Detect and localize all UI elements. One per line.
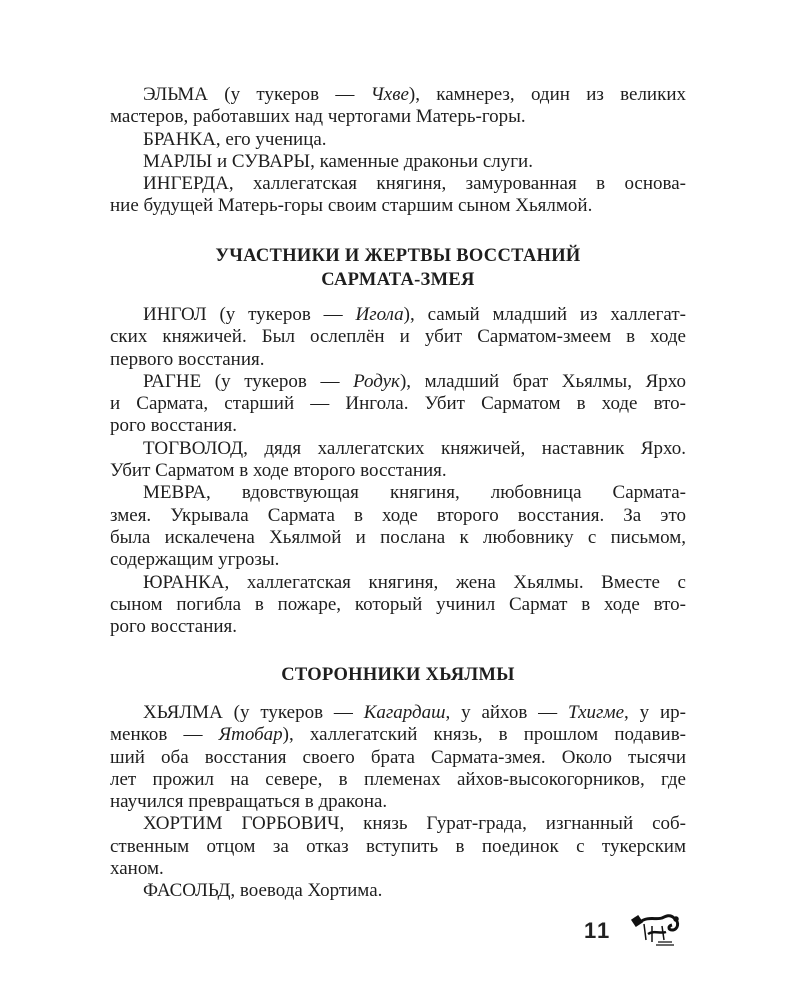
text-line xyxy=(110,438,686,460)
section-heading-supporters xyxy=(110,663,686,687)
heading-line: САРМАТА-ЗМЕЯ xyxy=(321,270,475,290)
text-span: ХОРТИМ ГОРБОВИЧ, князь Гурат-града, изгнанный соб- xyxy=(143,813,686,835)
paragraph xyxy=(110,151,686,173)
text-span: научился превращаться в дракона. xyxy=(110,791,388,813)
section-intro xyxy=(110,84,686,218)
italic-name: Ятобар xyxy=(218,724,283,746)
section-heading-uprisings xyxy=(110,244,686,292)
heading-line: СТОРОННИКИ ХЬЯЛМЫ xyxy=(281,665,515,685)
text-line xyxy=(110,415,686,437)
paragraph xyxy=(110,482,686,571)
text-span: мастеров, работавших над чертогами Матерь-горы. xyxy=(110,106,526,128)
italic-name: Чхве xyxy=(370,84,409,105)
paragraph xyxy=(110,173,686,218)
text-span: ИНГЕРДА, халлегатская княгиня, замурованная в основа- xyxy=(143,173,686,195)
text-line xyxy=(110,724,686,746)
section-uprisings xyxy=(110,304,686,638)
text-span: ханом. xyxy=(110,858,164,880)
text-span: МАРЛЫ и СУВАРЫ, каменные драконьи слуги. xyxy=(143,150,533,172)
text-span: , у айхов — xyxy=(445,702,568,723)
text-span: БРАНКА, его ученица. xyxy=(143,128,327,150)
text-line xyxy=(110,393,686,415)
text-span: ), халлегатский князь, в прошлом подавив- xyxy=(282,724,686,746)
text-span: рого восстания. xyxy=(110,415,238,437)
text-span: змея. Укрывала Сармата в ходе второго восстания. За это xyxy=(110,504,686,526)
text-span: сыном погибла в пожаре, который учинил Сармат в ходе вто- xyxy=(110,593,686,615)
text-line xyxy=(110,836,686,858)
text-line xyxy=(110,616,686,638)
text-span: была искалечена Хьялмой и послана к любовнику с письмом, xyxy=(110,526,686,548)
text-span: ), камнерез, один из великих xyxy=(408,84,686,105)
text-line xyxy=(110,505,686,527)
section-supporters xyxy=(110,702,686,903)
italic-name: Кагардаш xyxy=(363,702,446,723)
italic-name: Родук xyxy=(353,370,400,392)
paragraph xyxy=(110,880,686,902)
text-span: ЭЛЬМА (у тукеров — xyxy=(143,84,371,105)
text-line xyxy=(110,482,686,504)
text-line xyxy=(110,349,686,371)
text-span: ХЬЯЛМА (у тукеров — xyxy=(143,702,364,723)
text-line xyxy=(110,326,686,348)
paragraph xyxy=(110,813,686,880)
text-line xyxy=(110,747,686,769)
text-span: РАГНЕ (у тукеров — xyxy=(143,370,354,392)
paragraph xyxy=(110,129,686,151)
text-line xyxy=(110,129,686,151)
text-line xyxy=(110,702,686,724)
italic-name: Тхигме xyxy=(568,702,625,723)
text-line xyxy=(110,791,686,813)
text-line xyxy=(110,572,686,594)
text-span: ФАСОЛЬД, воевода Хортима. xyxy=(143,880,383,902)
text-span: ТОГВОЛОД, дядя халлегатских княжичей, наставник Ярхо. xyxy=(143,437,686,459)
text-line xyxy=(110,549,686,571)
page-number: 11 xyxy=(584,918,612,943)
text-span: менков — xyxy=(110,724,219,746)
heading-line: УЧАСТНИКИ И ЖЕРТВЫ ВОССТАНИЙ xyxy=(215,246,581,266)
text-span: ЮРАНКА, халлегатская княгиня, жена Хьялмы. Вместе с xyxy=(143,571,686,593)
paragraph xyxy=(110,304,686,371)
text-span: Убит Сарматом в ходе второго восстания. xyxy=(110,460,447,482)
text-span: ший оба восстания своего брата Сармата-змея. Около тысячи xyxy=(110,746,686,768)
text-span: рого восстания. xyxy=(110,616,238,638)
text-span: лет прожил на севере, в племенах айхов-высокогорников, где xyxy=(110,768,686,790)
text-span: ), самый младший из халлегат- xyxy=(403,304,686,325)
text-span: первого восстания. xyxy=(110,348,265,370)
text-line xyxy=(110,304,686,326)
paragraph xyxy=(110,438,686,483)
text-line xyxy=(110,858,686,880)
text-line xyxy=(110,195,686,217)
text-line xyxy=(110,173,686,195)
dragon-ornament-icon xyxy=(628,910,684,948)
text-span: и Сармата, старший — Ингола. Убит Сарматом в ходе вто- xyxy=(110,393,686,415)
text-line xyxy=(110,769,686,791)
text-span: ственным отцом за отказ вступить в поединок с тукерским xyxy=(110,835,686,857)
text-line xyxy=(110,371,686,393)
text-span: ИНГОЛ (у тукеров — xyxy=(143,304,356,325)
text-line xyxy=(110,460,686,482)
text-line xyxy=(110,106,686,128)
paragraph xyxy=(110,702,686,813)
paragraph xyxy=(110,371,686,438)
text-span: , у ир- xyxy=(624,702,686,723)
text-line xyxy=(110,594,686,616)
text-span: ), младший брат Хьялмы, Ярхо xyxy=(399,370,686,392)
paragraph xyxy=(110,572,686,639)
text-line xyxy=(110,84,686,106)
text-span: ских княжичей. Был ослеплён и убит Сарматом-змеем в ходе xyxy=(110,326,686,348)
text-line xyxy=(110,880,686,902)
text-line xyxy=(110,813,686,835)
text-line xyxy=(110,151,686,173)
text-span: МЕВРА, вдовствующая княгиня, любовница Сармата- xyxy=(143,482,686,504)
italic-name: Игола xyxy=(355,304,404,325)
text-span: содержащим угрозы. xyxy=(110,549,280,571)
text-span: ние будущей Матерь-горы своим старшим сыном Хьялмой. xyxy=(110,195,593,217)
text-line xyxy=(110,527,686,549)
paragraph xyxy=(110,84,686,129)
